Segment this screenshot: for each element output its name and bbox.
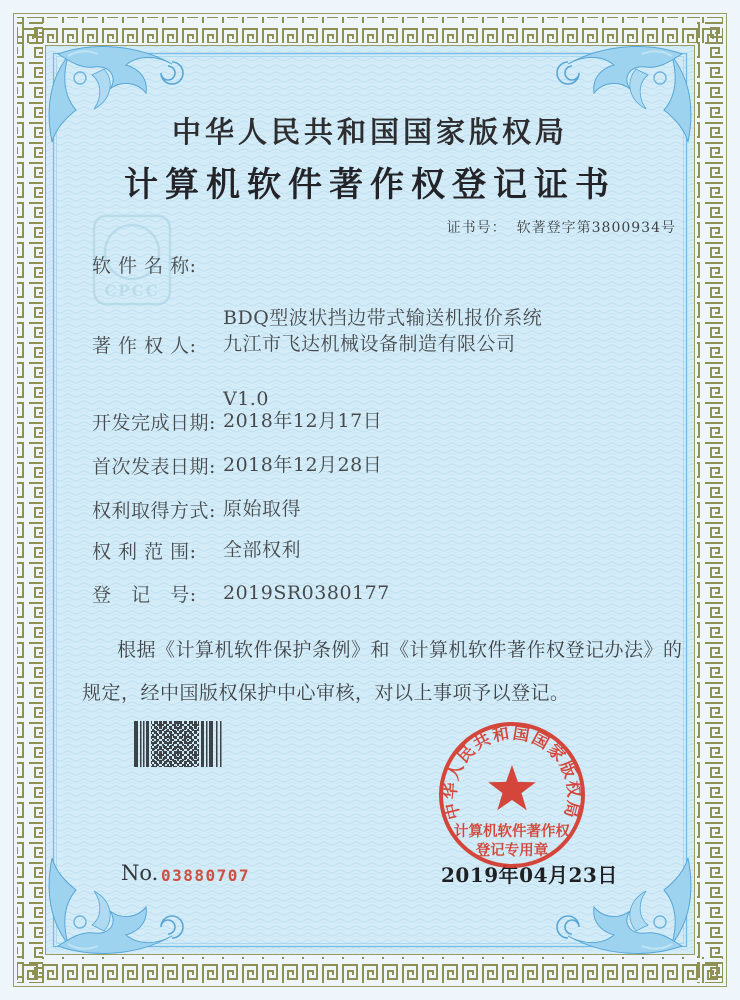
field-registration-number xyxy=(92,580,390,607)
official-seal xyxy=(428,716,596,884)
seal-ring-text: 中华人民共和国国家版权局 xyxy=(440,723,584,822)
seal-date: 2019年04月23日 xyxy=(441,863,618,887)
field-value: 2018年12月17日 xyxy=(223,410,383,432)
field-label: 著 作 权 人: xyxy=(92,335,197,357)
field-value: 九江市飞达机械设备制造有限公司 xyxy=(223,333,516,355)
certificate-number-line xyxy=(447,217,676,237)
serial-number: 03880707 xyxy=(161,866,251,885)
cpcc-watermark-text: CPCC xyxy=(104,282,160,300)
field-value: 原始取得 xyxy=(223,498,302,520)
field-acquisition-method xyxy=(92,496,301,523)
issuing-authority: 中华人民共和国国家版权局 xyxy=(171,115,568,149)
field-label: 权利取得方式: xyxy=(92,500,216,522)
field-label: 开发完成日期: xyxy=(92,412,216,434)
software-name-line1: BDQ型波状挡边带式输送机报价系统 xyxy=(223,307,543,329)
registration-statement-line2: 规定，经中国版权保护中心审核，对以上事项予以登记。 xyxy=(82,682,570,704)
field-first-publication-date xyxy=(92,452,382,479)
field-copyright-owner xyxy=(92,331,516,358)
certificate-title: 计算机软件著作权登记证书 xyxy=(124,165,616,205)
field-label: 登 记 号: xyxy=(92,584,197,606)
field-rights-scope xyxy=(92,537,301,564)
field-value: 全部权利 xyxy=(223,539,302,561)
field-label: 首次发表日期: xyxy=(92,456,216,478)
certificate-number-label: 证书号： xyxy=(446,220,507,236)
serial-prefix: No. xyxy=(121,861,159,885)
certificate-number-value: 软著登字第3800934号 xyxy=(516,220,676,236)
field-label: 软 件 名 称: xyxy=(92,255,197,277)
field-completion-date xyxy=(92,408,382,435)
field-value: 2018年12月28日 xyxy=(223,454,383,476)
seal-line2: 登记专用章 xyxy=(475,842,549,859)
field-value: 2019SR0380177 xyxy=(223,582,390,604)
seal-line1: 计算机软件著作权 xyxy=(454,823,570,840)
registration-statement-line1: 根据《计算机软件保护条例》和《计算机软件著作权登记办法》的 xyxy=(117,639,683,661)
software-name-version: V1.0 xyxy=(223,388,269,410)
seal-star xyxy=(488,765,536,810)
field-label: 权 利 范 围: xyxy=(92,541,197,563)
